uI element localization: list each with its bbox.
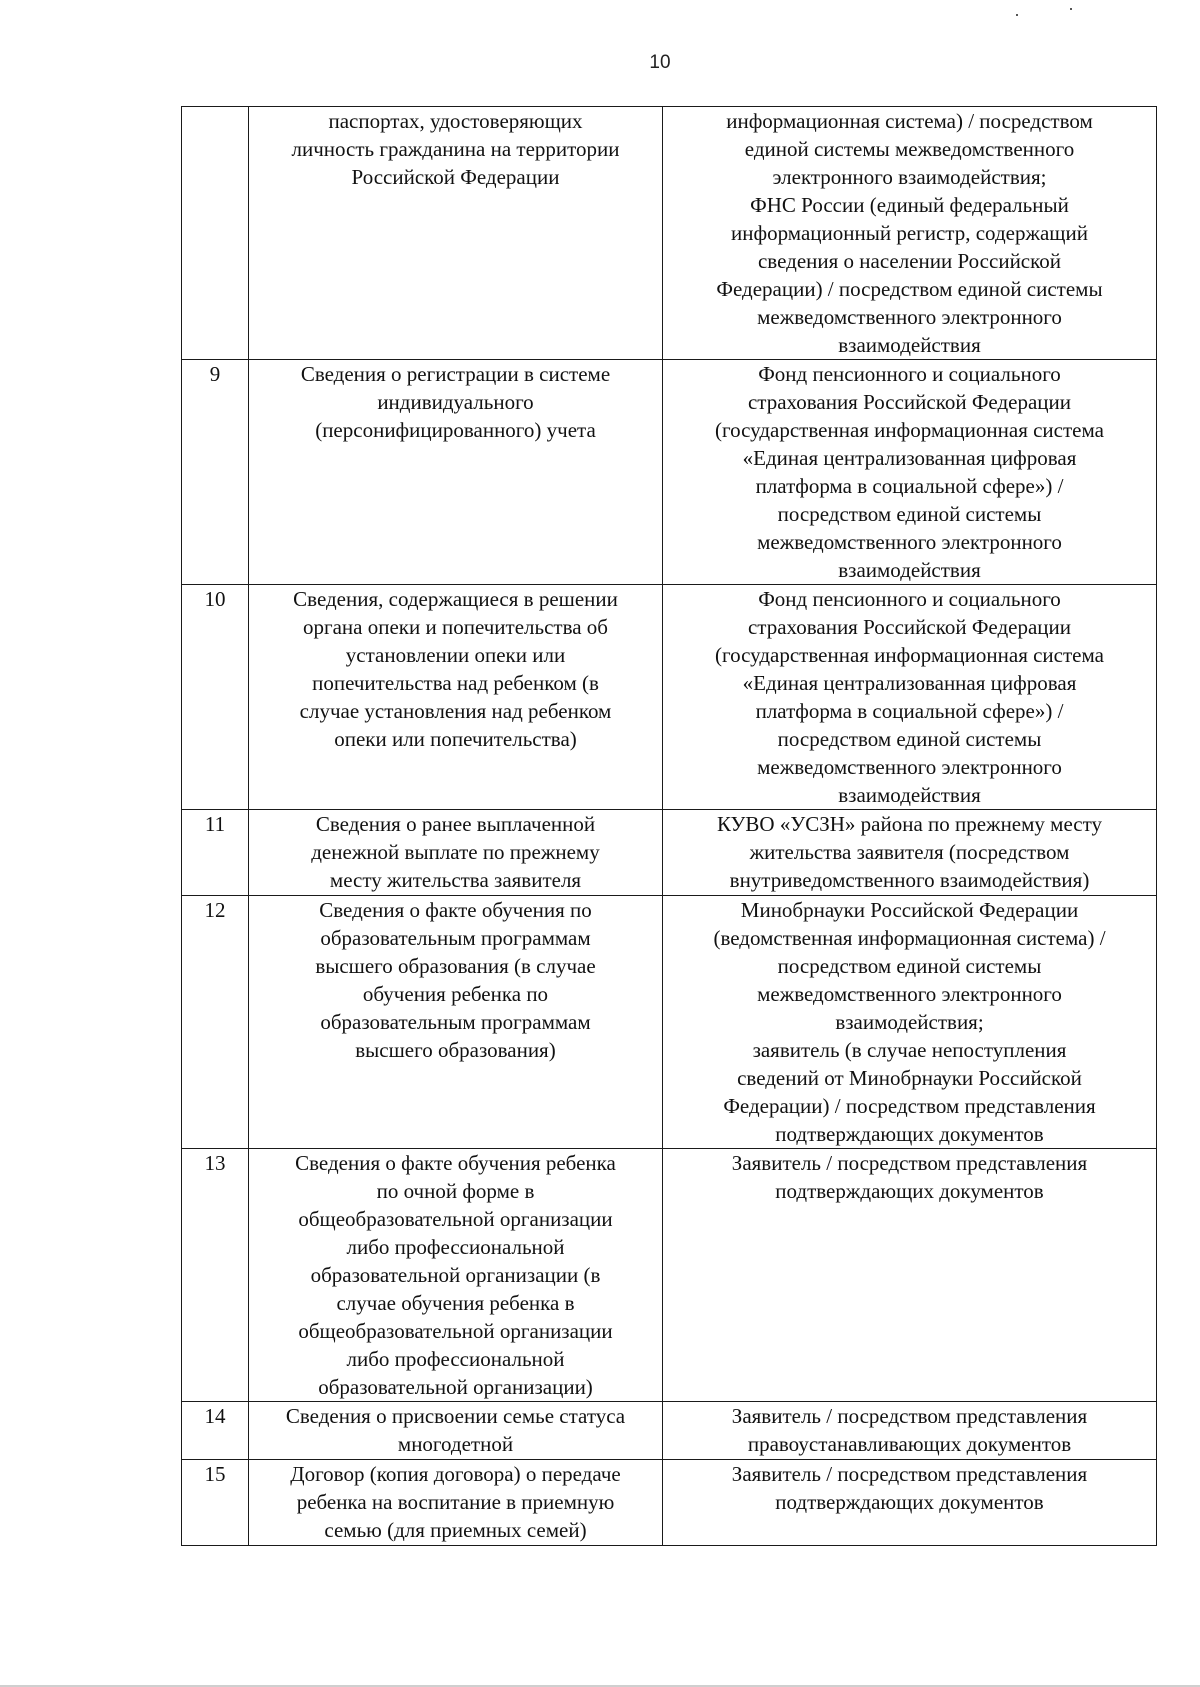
description-line: случае обучения ребенка в xyxy=(336,1291,575,1315)
description-line: многодетной xyxy=(397,1432,514,1456)
description-line: семью (для приемных семей) xyxy=(324,1518,587,1542)
row-number: 9 xyxy=(209,362,221,386)
source-line: подтверждающих документов xyxy=(775,1122,1044,1146)
description-line: индивидуального xyxy=(377,390,534,414)
source-line: посредством единой системы xyxy=(777,954,1042,978)
source-line: взаимодействия; xyxy=(835,1010,984,1034)
source-line: Заявитель / посредством представления xyxy=(731,1462,1088,1486)
description-line: высшего образования (в случае xyxy=(315,954,596,978)
document-table xyxy=(181,106,1157,1546)
row-number: 14 xyxy=(204,1404,226,1428)
source-line: платформа в социальной сфере») / xyxy=(755,474,1064,498)
scan-speck xyxy=(1070,8,1072,10)
row-number-cell xyxy=(182,1149,249,1402)
description-line: попечительства над ребенком (в xyxy=(312,671,599,695)
source-line: (государственная информационная система xyxy=(715,643,1104,667)
source-line: «Единая централизованная цифровая xyxy=(742,671,1077,695)
row-number: 11 xyxy=(204,812,226,836)
source-cell xyxy=(663,585,1157,810)
source-cell xyxy=(663,107,1157,360)
table-row xyxy=(182,1402,1157,1460)
description-line: органа опеки и попечительства об xyxy=(302,615,608,639)
source-line: подтверждающих документов xyxy=(775,1490,1044,1514)
description-line: общеобразовательной организации xyxy=(298,1207,613,1231)
description-cell xyxy=(249,585,663,810)
source-cell xyxy=(663,1460,1157,1546)
table-row xyxy=(182,1149,1157,1402)
description-line: образовательным программам xyxy=(320,926,591,950)
description-cell xyxy=(249,810,663,896)
table-row xyxy=(182,1460,1157,1546)
description-line: либо профессиональной xyxy=(346,1347,565,1371)
source-line: межведомственного электронного xyxy=(757,530,1062,554)
source-line: посредством единой системы xyxy=(777,502,1042,526)
description-line: паспортах, удостоверяющих xyxy=(328,109,583,133)
description-line: месту жительства заявителя xyxy=(329,868,582,892)
source-line: взаимодействия xyxy=(838,333,981,357)
description-line: образовательным программам xyxy=(320,1010,591,1034)
source-line: межведомственного электронного xyxy=(757,755,1062,779)
description-line: денежной выплате по прежнему xyxy=(311,840,600,864)
source-line: страхования Российской Федерации xyxy=(747,615,1072,639)
source-line: взаимодействия xyxy=(838,558,981,582)
description-line: общеобразовательной организации xyxy=(298,1319,613,1343)
row-number-cell xyxy=(182,1402,249,1460)
description-line: Сведения о факте обучения по xyxy=(319,898,592,922)
row-number-cell xyxy=(182,585,249,810)
scan-speck xyxy=(1016,14,1018,16)
row-number: 15 xyxy=(204,1462,226,1486)
source-line: посредством единой системы xyxy=(777,727,1042,751)
description-line: обучения ребенка по xyxy=(362,982,549,1006)
description-line: Сведения о ранее выплаченной xyxy=(315,812,596,836)
source-line: сведения о населении Российской xyxy=(757,249,1061,273)
description-line: Договор (копия договора) о передаче xyxy=(290,1462,621,1486)
row-number-cell xyxy=(182,810,249,896)
source-line: информационная система) / посредством xyxy=(726,109,1093,133)
source-line: страхования Российской Федерации xyxy=(747,390,1072,414)
row-number-cell xyxy=(182,896,249,1149)
row-number-cell xyxy=(182,1460,249,1546)
description-cell xyxy=(249,360,663,585)
description-line: высшего образования) xyxy=(355,1038,556,1062)
description-line: Сведения, содержащиеся в решении xyxy=(293,587,618,611)
source-line: Фонд пенсионного и социального xyxy=(758,362,1061,386)
source-line: единой системы межведомственного xyxy=(744,137,1075,161)
description-cell xyxy=(249,1460,663,1546)
source-line: (государственная информационная система xyxy=(715,418,1104,442)
row-number: 12 xyxy=(204,898,226,922)
description-cell xyxy=(249,896,663,1149)
source-line: ФНС России (единый федеральный xyxy=(750,193,1069,217)
source-line: «Единая централизованная цифровая xyxy=(742,446,1077,470)
source-line: Минобрнауки Российской Федерации xyxy=(740,898,1079,922)
page-number: 10 xyxy=(649,52,671,73)
source-line: Фонд пенсионного и социального xyxy=(758,587,1061,611)
source-line: жительства заявителя (посредством xyxy=(749,840,1070,864)
source-line: правоустанавливающих документов xyxy=(747,1432,1072,1456)
table-row xyxy=(182,896,1157,1149)
row-number-cell xyxy=(182,107,249,360)
table-body xyxy=(182,107,1157,1546)
description-cell xyxy=(249,1402,663,1460)
description-line: Сведения о факте обучения ребенка xyxy=(295,1151,616,1175)
description-cell xyxy=(249,107,663,360)
description-line: по очной форме в xyxy=(376,1179,535,1203)
row-number-cell xyxy=(182,360,249,585)
source-line: внутриведомственного взаимодействия) xyxy=(729,868,1090,892)
source-line: заявитель (в случае непоступления xyxy=(752,1038,1067,1062)
source-cell xyxy=(663,810,1157,896)
description-line: (персонифицированного) учета xyxy=(315,418,596,442)
description-line: либо профессиональной xyxy=(346,1235,565,1259)
description-line: личность гражданина на территории xyxy=(291,137,620,161)
description-line: Сведения о присвоении семье статуса xyxy=(285,1404,626,1428)
source-line: электронного взаимодействия; xyxy=(772,165,1047,189)
source-line: информационный регистр, содержащий xyxy=(731,221,1088,245)
source-line: Заявитель / посредством представления xyxy=(731,1151,1088,1175)
source-line: Федерации) / посредством представления xyxy=(723,1094,1096,1118)
source-cell xyxy=(663,896,1157,1149)
description-cell xyxy=(249,1149,663,1402)
description-line: Российской Федерации xyxy=(351,165,560,189)
source-line: КУВО «УСЗН» района по прежнему месту xyxy=(716,812,1103,836)
description-line: опеки или попечительства) xyxy=(334,727,577,751)
table-row xyxy=(182,360,1157,585)
description-line: установлении опеки или xyxy=(345,643,566,667)
description-line: образовательной организации (в xyxy=(310,1263,601,1287)
source-line: Федерации) / посредством единой системы xyxy=(716,277,1103,301)
table-row xyxy=(182,107,1157,360)
source-line: (ведомственная информационная система) / xyxy=(713,926,1106,950)
description-line: образовательной организации) xyxy=(318,1375,593,1399)
source-line: платформа в социальной сфере») / xyxy=(755,699,1064,723)
source-line: сведений от Минобрнауки Российской xyxy=(737,1066,1082,1090)
description-line: Сведения о регистрации в системе xyxy=(300,362,611,386)
description-line: ребенка на воспитание в приемную xyxy=(296,1490,615,1514)
description-line: случае установления над ребенком xyxy=(299,699,612,723)
table-row xyxy=(182,585,1157,810)
source-cell xyxy=(663,360,1157,585)
row-number: 13 xyxy=(204,1151,226,1175)
source-line: межведомственного электронного xyxy=(757,305,1062,329)
table-row xyxy=(182,810,1157,896)
source-cell xyxy=(663,1402,1157,1460)
source-cell xyxy=(663,1149,1157,1402)
row-number: 10 xyxy=(204,587,226,611)
source-line: Заявитель / посредством представления xyxy=(731,1404,1088,1428)
source-line: подтверждающих документов xyxy=(775,1179,1044,1203)
source-line: взаимодействия xyxy=(838,783,981,807)
source-line: межведомственного электронного xyxy=(757,982,1062,1006)
